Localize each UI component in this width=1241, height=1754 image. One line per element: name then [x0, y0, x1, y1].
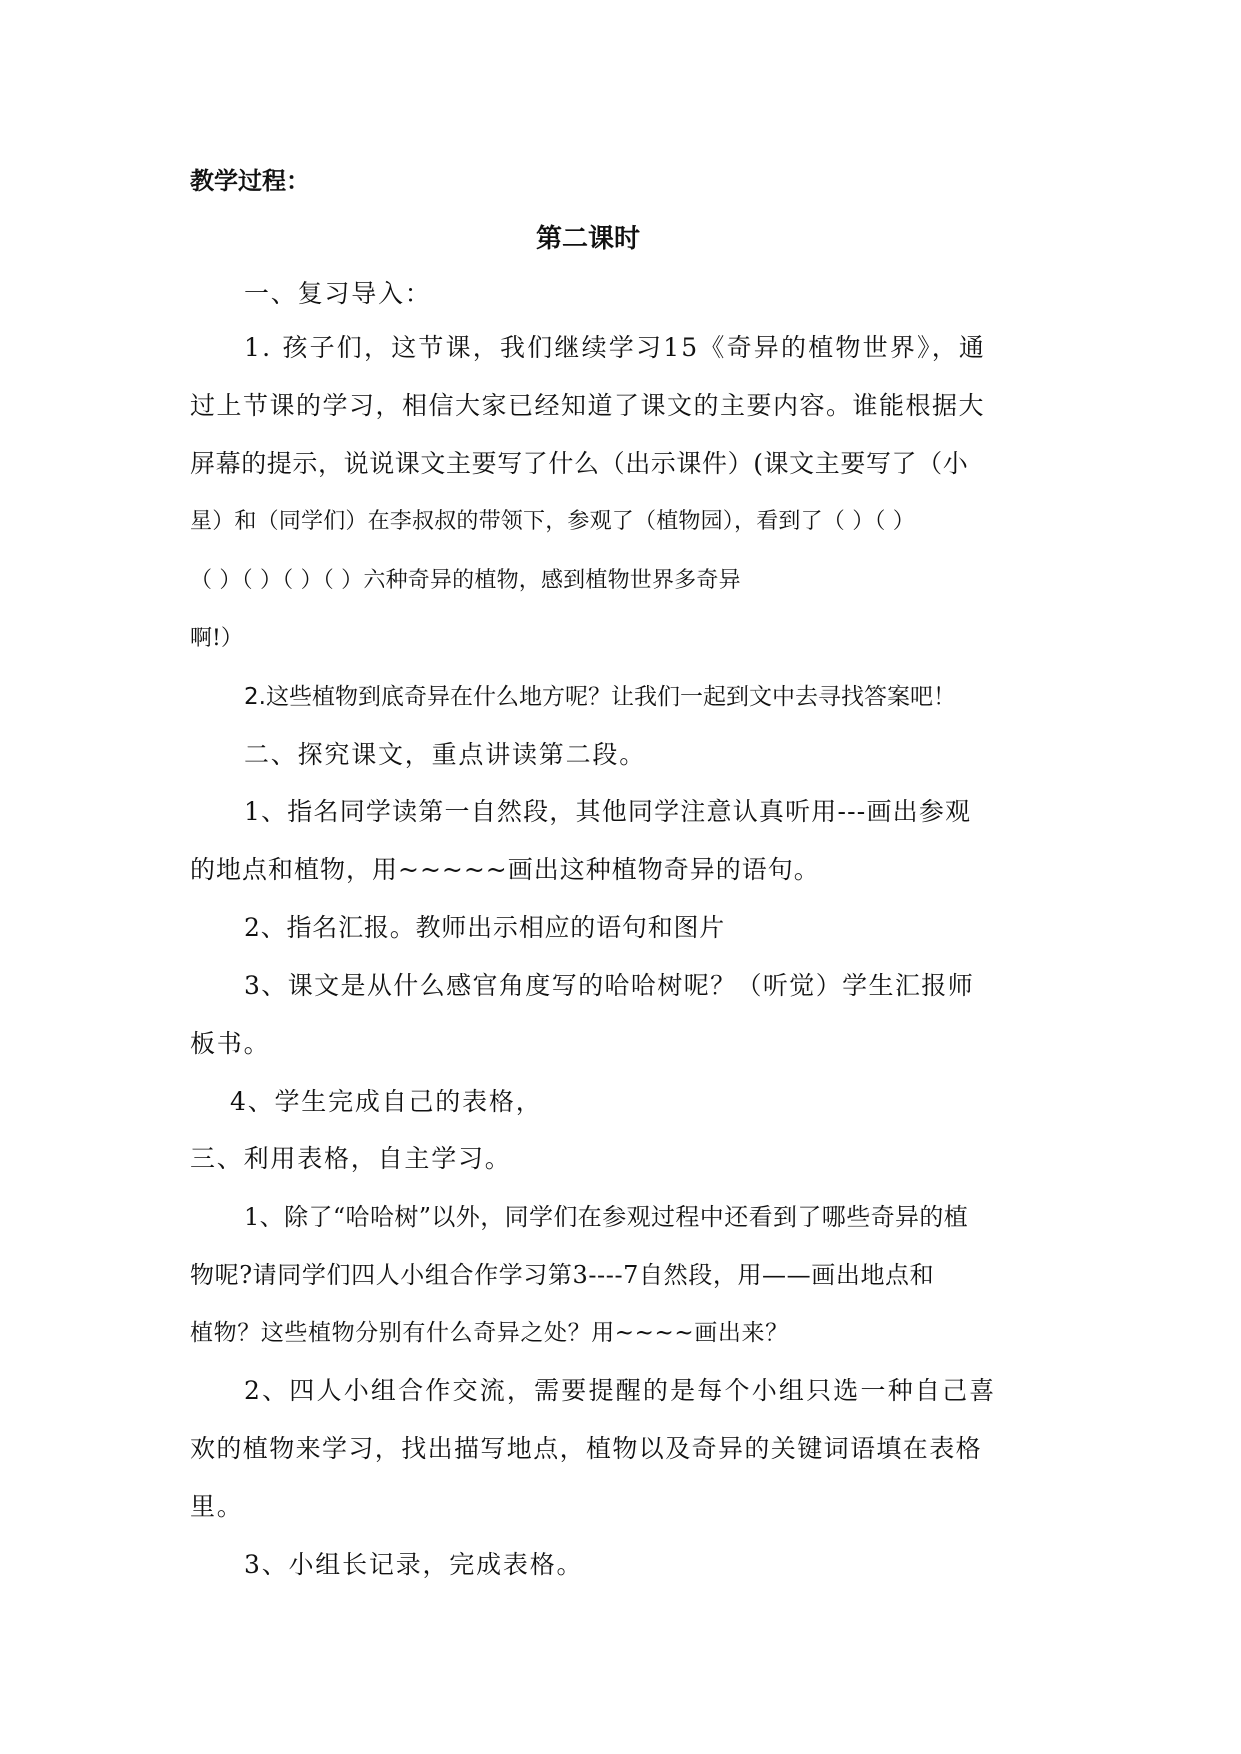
paragraph-line: 星）和（同学们）在李叔叔的带领下，参观了（植物园），看到了（ ）（ ）	[190, 509, 915, 534]
paragraph-line: 里。	[190, 1492, 244, 1521]
paragraph-line: 屏幕的提示，说说课文主要写了什么（出示课件）(课文主要写了（小	[190, 449, 969, 478]
paragraph-line: （ ）（ ）（ ）（ ）六种奇异的植物，感到植物世界多奇异	[190, 568, 741, 593]
paragraph-line: 二、探究课文，重点讲读第二段。	[244, 740, 647, 769]
paragraph-line: 2.这些植物到底奇异在什么地方呢？让我们一起到文中去寻找答案吧！	[244, 684, 956, 710]
paragraph-line: 啊!）	[190, 626, 243, 651]
paragraph-line: 3、课文是从什么感官角度写的哈哈树呢？（听觉）学生汇报师	[244, 971, 975, 1000]
paragraph-line: 板书。	[190, 1029, 271, 1058]
lesson-title: 第二课时	[536, 224, 641, 254]
paragraph-line: 的地点和植物，用~~~~~画出这种植物奇异的语句。	[190, 855, 820, 884]
paragraph-line: 物呢?请同学们四人小组合作学习第3----7自然段，用——画出地点和	[190, 1261, 935, 1289]
paragraph-line: 4、学生完成自己的表格，	[230, 1087, 543, 1116]
paragraph-line: 2、四人小组合作交流，需要提醒的是每个小组只选一种自己喜	[244, 1376, 997, 1405]
paragraph-line: 三、利用表格，自主学习。	[190, 1144, 512, 1173]
paragraph-line: 1. 孩子们，这节课，我们继续学习15《奇异的植物世界》，通	[244, 333, 987, 362]
paragraph-line: 一、复习导入：	[244, 279, 432, 308]
paragraph-line: 1、指名同学读第一自然段，其他同学注意认真听用---画出参观	[244, 797, 972, 826]
paragraph-line: 3、小组长记录，完成表格。	[244, 1550, 584, 1579]
paragraph-line: 1、除了“哈哈树”以外，同学们在参观过程中还看到了哪些奇异的植	[244, 1203, 969, 1231]
paragraph-line: 过上节课的学习，相信大家已经知道了课文的主要内容。谁能根据大	[190, 391, 986, 420]
paragraph-line: 欢的植物来学习，找出描写地点，植物以及奇异的关键词语填在表格	[190, 1434, 983, 1463]
section-heading: 教学过程：	[190, 167, 310, 195]
paragraph-line: 2、指名汇报。教师出示相应的语句和图片	[244, 913, 726, 942]
paragraph-line: 植物？这些植物分别有什么奇异之处？用~~~~画出来？	[190, 1320, 789, 1346]
